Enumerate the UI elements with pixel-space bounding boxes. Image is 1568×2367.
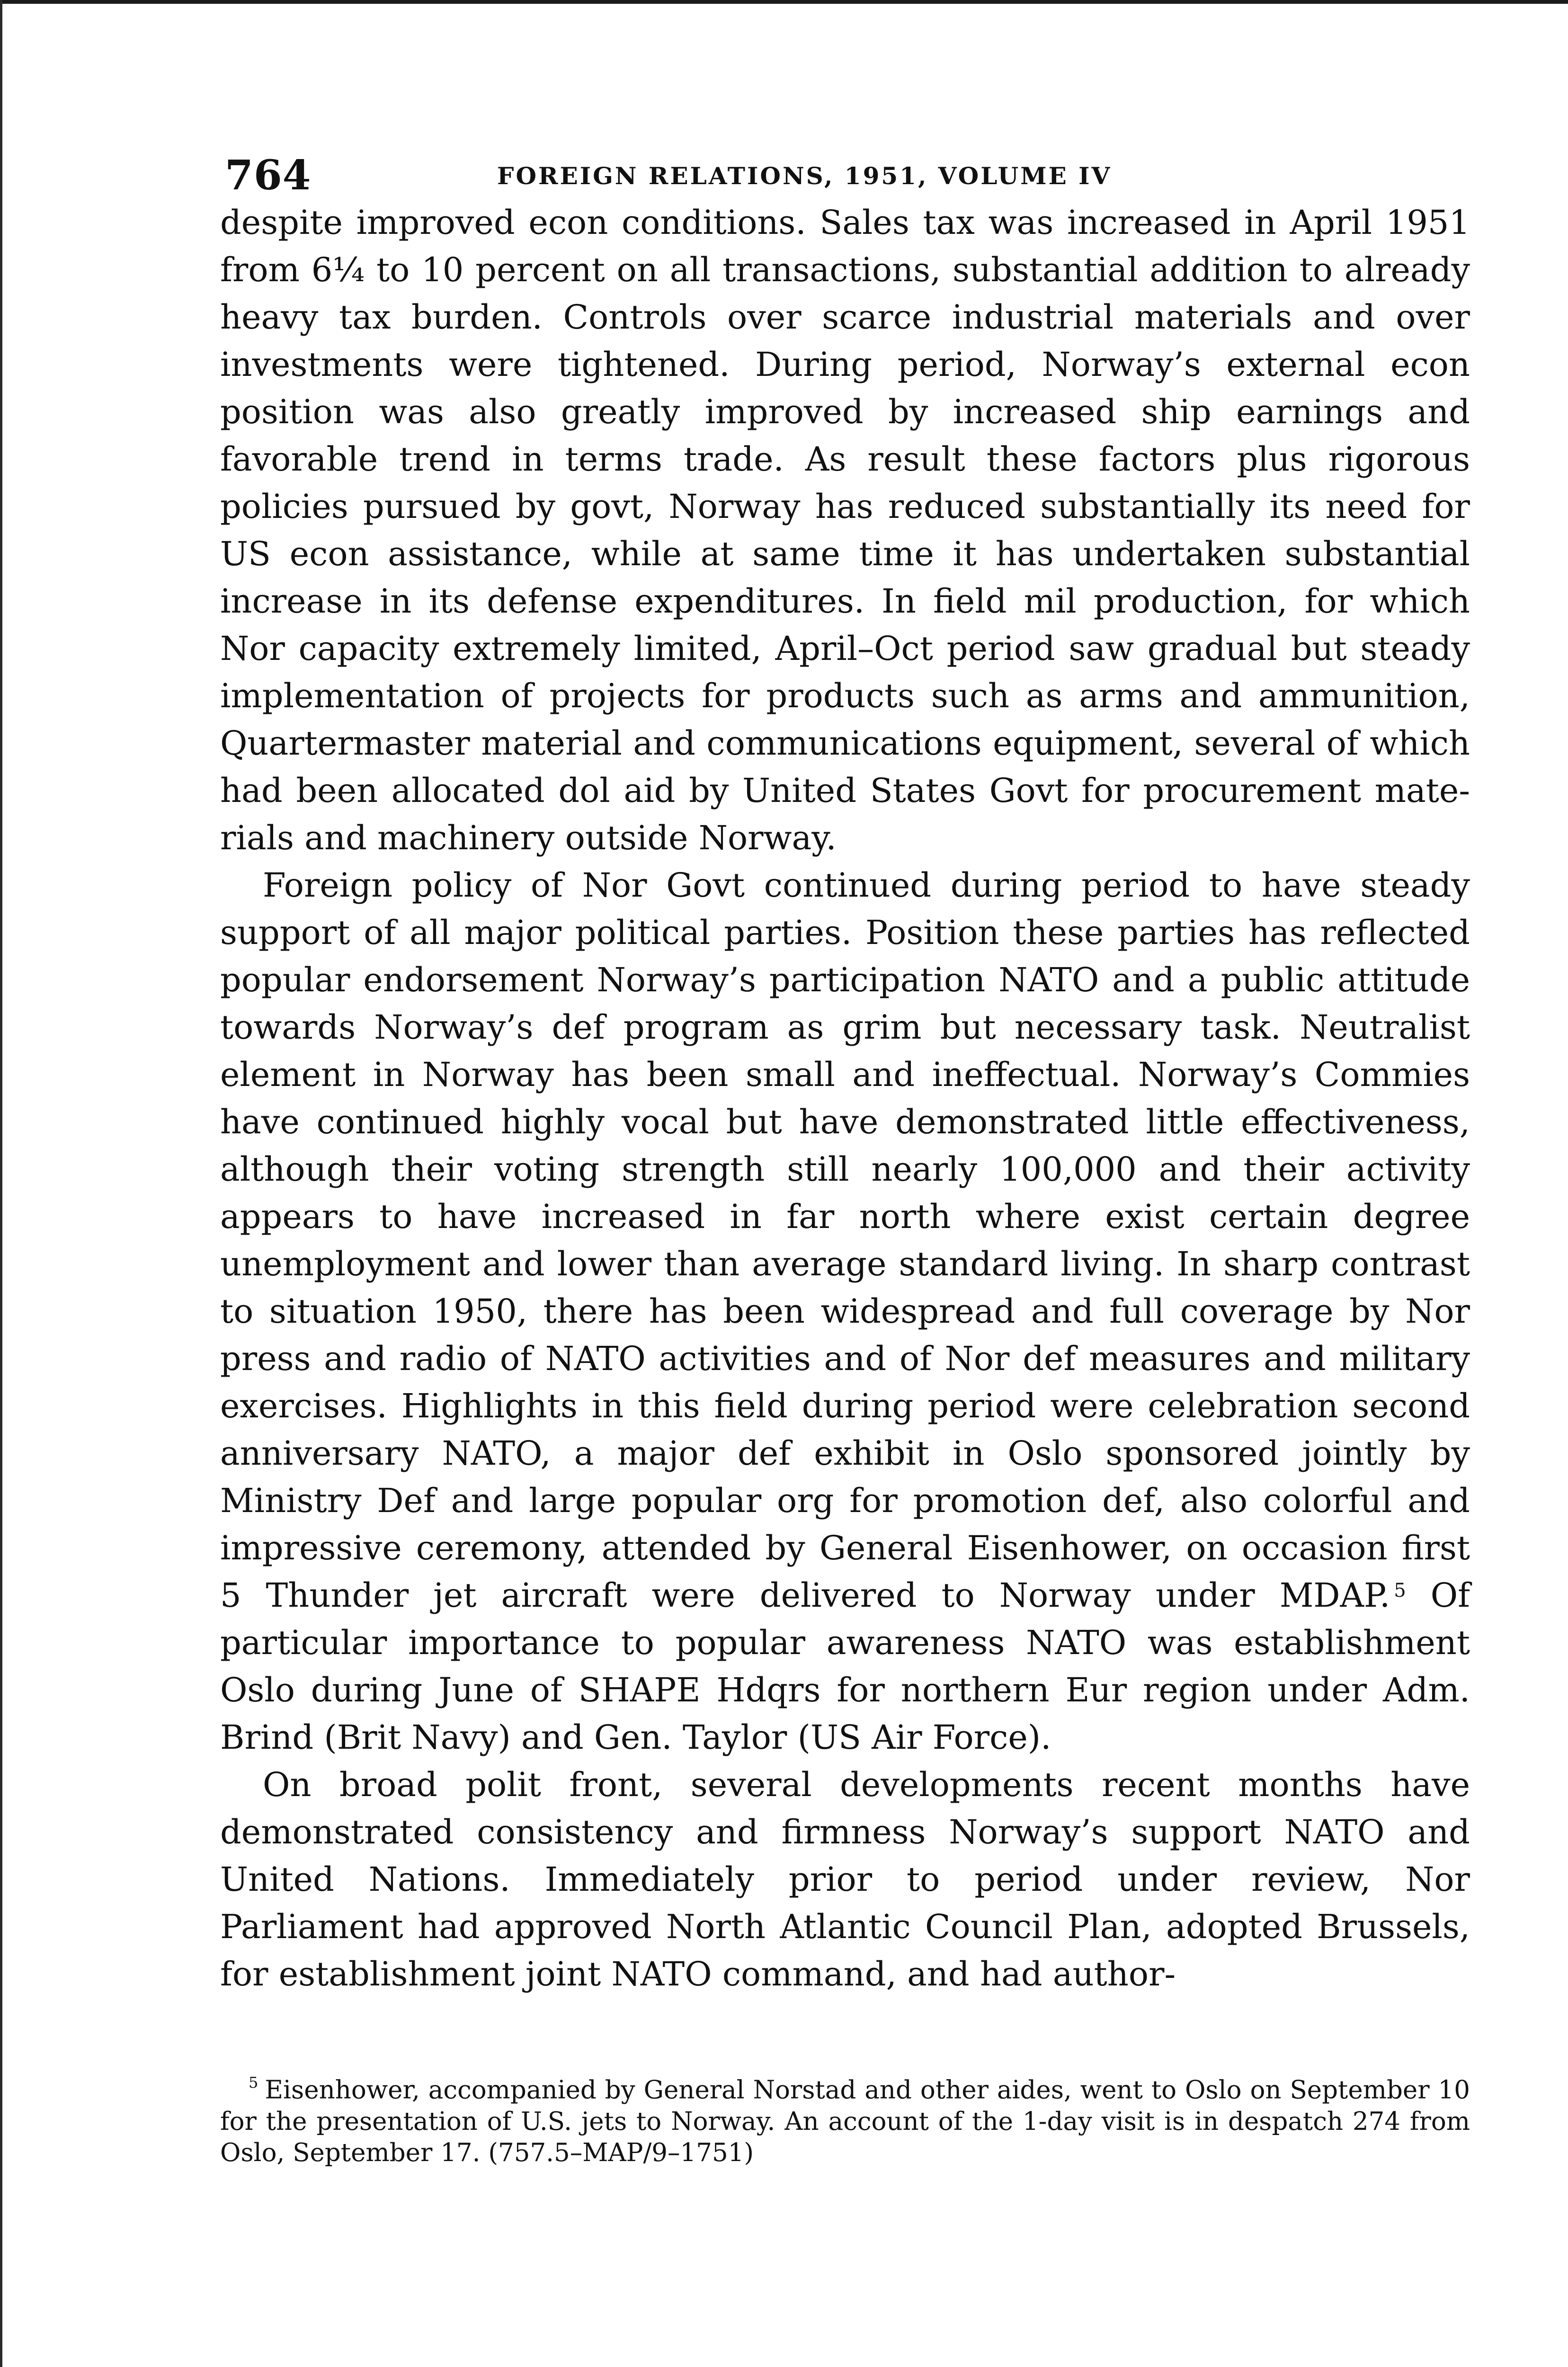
running-title: FOREIGN RELATIONS, 1951, VOLUME IV [497,162,1112,190]
footnote-marker: 5 [249,2073,258,2091]
running-head [220,142,1470,199]
paragraph-2-continuation: Of particular importance to popular awareness NATO was establishment Oslo during June of SHAPE Hdqrs for northern Eur region under Adm. Brind (Brit Navy) and Gen. Taylor (US Air Force). [220,1576,1470,1757]
page-top-border [0,0,1568,4]
page-left-border [0,0,2,2367]
footnote [220,2069,1470,2169]
body-text [220,199,1470,1998]
footnote-text: Eisenhower, accompanied by General Norstad and other aides, went to Oslo on September 10 for the presentation of U.S. jets to Norway. An account of the 1-day visit is in despatch 274 from Oslo, September 17. (757.5–MAP/9–1751) [220,2075,1470,2167]
paragraph-1: despite improved econ conditions. Sales tax was increased in April 1951 from 6¼ to 10 percent on all transactions, substantial addition to already heavy tax burden. Controls over scarce industrial materials and over investments were tightened. During period, Norway’s external econ position was also greatly improved by increased ship earnings and favorable trend in terms trade. As result these factors plus rigorous policies pursued by govt, Norway has reduced substantially its need for US econ assistance, while at same time it has undertaken substantial increase in its defense expenditures. In field mil production, for which Nor capacity extremely limited, April–Oct period saw gradual but steady implementation of projects for products such as arms and ammunition, Quartermaster material and communications equipment, several of which had been allocated dol aid by United States Govt for procurement materials and machinery outside Norway. [220,203,1470,857]
paragraph-2 [220,862,1470,1761]
page-number: 764 [225,151,312,199]
footnote-reference[interactable]: 5 [1394,1580,1406,1602]
paragraph-2-text: Foreign policy of Nor Govt continued during period to have steady support of all major political parties. Position these parties has reflected popular endorsement Norway’s participation NATO and a public attitude towards Norway’s def program as grim but necessary task. Neutralist element in Norway has been small and ineffectual. Norway’s Commies have continued highly vocal but have demonstrated little effectiveness, although their voting strength still nearly 100,000 and their activity appears to have increased in far north where exist certain degree unemployment and lower than average standard living. In sharp contrast to situation 1950, there has been widespread and full coverage by Nor press and radio of NATO activities and of Nor def measures and military exercises. Highlights in this field during period were celebration second anniversary NATO, a major def exhibit in Oslo sponsored jointly by Ministry Def and large popular org for promotion def, also colorful and impressive ceremony, attended by General Eisenhower, on occasion first 5 Thunder jet aircraft were delivered to Norway under MDAP. [220,866,1470,1615]
document-page [220,142,1470,2169]
paragraph-3: On broad polit front, several developments recent months have demonstrated consistency and firmness Norway’s support NATO and United Nations. Immediately prior to period under review, Nor Parliament had approved North Atlantic Council Plan, adopted Brussels, for establishment joint NATO command, and had author- [220,1765,1470,1993]
